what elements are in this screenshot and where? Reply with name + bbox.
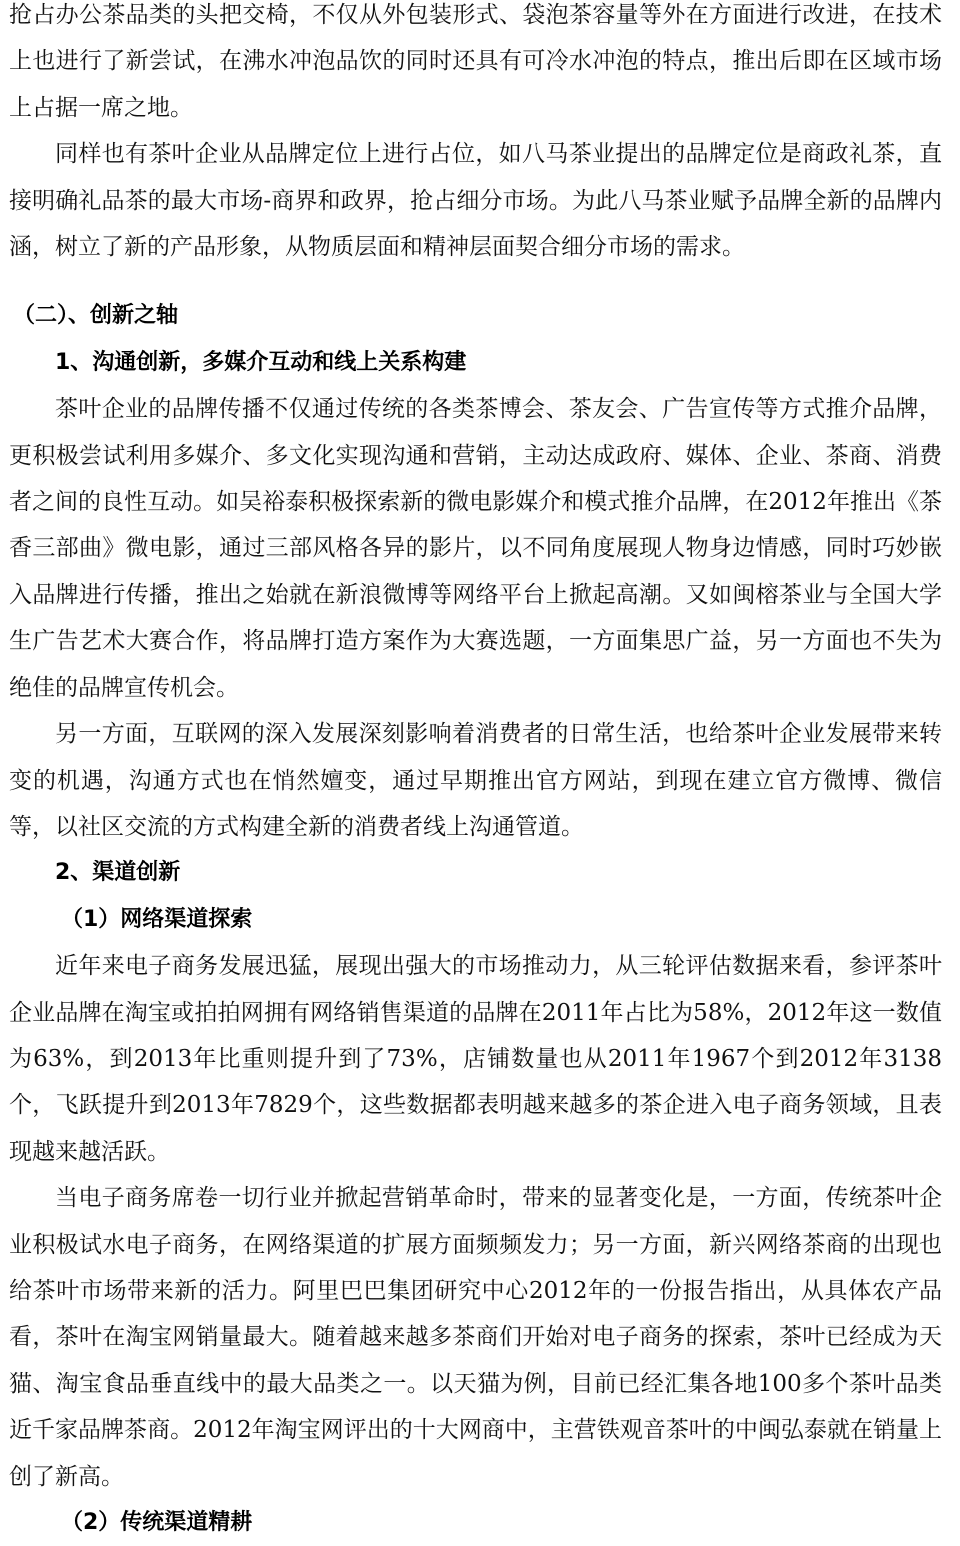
heading-channel-innovation: 2、渠道创新 [55,860,181,886]
heading-online-channel: （1）网络渠道探索 [61,906,253,932]
heading-communication-innovation: 1、沟通创新，多媒介互动和线上关系构建 [55,349,467,375]
paragraph-ecommerce-growth: 近年来电子商务发展迅猛，展现出强大的市场推动力，从三轮评估数据来看，参评茶叶企业品牌在淘宝或拍拍网拥有网络销售渠道的品牌在2011年占比为58%，2012年这一数值为63%，到2013年比重则提升到了73%，店铺数量也从2011年1967个到2012年3138个，飞跃提升到2013年7829个，这些数据都表明越来越多的茶企进入电子商务领域，且表现越来越活跃。 [9,953,942,1165]
heading-traditional-channel: （2）传统渠道精耕 [61,1510,253,1535]
paragraph-brand-positioning: 同样也有茶叶企业从品牌定位上进行占位，如八马茶业提出的品牌定位是商政礼茶，直接明确礼品茶的最大市场-商界和政界，抢占细分市场。为此八马茶业赋予品牌全新的品牌内涵，树立了新的产品形象，从物质层面和精神层面契合细分市场的需求。 [9,141,942,261]
paragraph-office-tea: 抢占办公茶品类的头把交椅，不仅从外包装形式、袋泡茶容量等外在方面进行改进，在技术上也进行了新尝试，在沸水冲泡品饮的同时还具有可冷水冲泡的特点，推出后即在区域市场上占据一席之地。 [9,2,942,121]
heading-innovation-axis: （二）、创新之轴 [13,303,179,329]
paragraph-internet-impact: 另一方面，互联网的深入发展深刻影响着消费者的日常生活，也给茶叶企业发展带来转变的机遇，沟通方式也在悄然嬗变，通过早期推出官方网站，到现在建立官方微博、微信等，以社区交流的方式构建全新的消费者线上沟通管道。 [9,721,942,840]
paragraph-brand-communication: 茶叶企业的品牌传播不仅通过传统的各类茶博会、茶友会、广告宣传等方式推介品牌，更积极尝试利用多媒介、多文化实现沟通和营销，主动达成政府、媒体、企业、茶商、消费者之间的良性互动。如吴裕泰积极探索新的微电影媒介和模式推介品牌，在2012年推出《茶香三部曲》微电影，通过三部风格各异的影片，以不同角度展现人物身边情感，同时巧妙嵌入品牌进行传播，推出之始就在新浪微博等网络平台上掀起高潮。又如闽榕茶业与全国大学生广告艺术大赛合作，将品牌打造方案作为大赛选题，一方面集思广益，另一方面也不失为绝佳的品牌宣传机会。 [9,396,942,701]
paragraph-ecommerce-revolution: 当电子商务席卷一切行业并掀起营销革命时，带来的显著变化是，一方面，传统茶叶企业积极试水电子商务，在网络渠道的扩展方面频频发力；另一方面，新兴网络茶商的出现也给茶叶市场带来新的活力。阿里巴巴集团研究中心2012年的一份报告指出，从具体农产品看，茶叶在淘宝网销量最大。随着越来越多茶商们开始对电子商务的探索，茶叶已经成为天猫、淘宝食品垂直线中的最大品类之一。以天猫为例，目前已经汇集各地100多个茶叶品类近千家品牌茶商。2012年淘宝网评出的十大网商中，主营铁观音茶叶的中闽弘泰就在销量上创了新高。 [9,1185,942,1490]
